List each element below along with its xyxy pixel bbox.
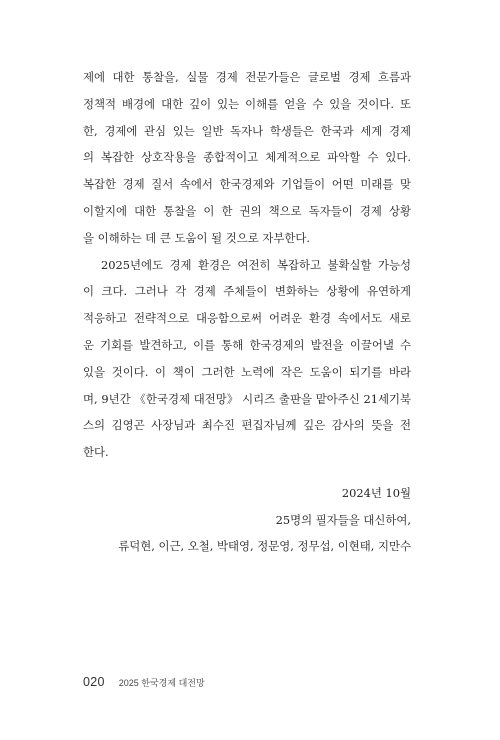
text-line: 정책적 배경에 대한 깊이 있는 이해를 얻을 수 있을 것이다. 또 bbox=[83, 96, 411, 111]
signoff-on-behalf: 25명의 필자들을 대신하여, bbox=[275, 512, 411, 527]
page-footer bbox=[83, 675, 205, 691]
text-line: 스의 김영곤 사장님과 최수진 편집자님께 깊은 감사의 뜻을 전 bbox=[83, 418, 411, 433]
paragraph-1 bbox=[83, 64, 411, 252]
text-line: 운 기회를 발견하고, 이를 통해 한국경제의 발전을 이끌어낼 수 bbox=[83, 337, 411, 352]
body-text bbox=[83, 64, 411, 466]
text-line: 한, 경제에 관심 있는 일반 독자나 학생들은 한국과 세계 경제 bbox=[83, 123, 411, 138]
text-line: 한다. bbox=[83, 445, 109, 460]
text-line: 이할지에 대한 통찰을 이 한 권의 책으로 독자들이 경제 상황 bbox=[83, 203, 411, 218]
text-line: 제에 대한 통찰을, 실물 경제 전문가들은 글로벌 경제 흐름과 bbox=[83, 70, 411, 84]
text-line: 2025년에도 경제 환경은 여전히 복잡하고 불확실할 가능성 bbox=[101, 257, 411, 272]
text-line: 복잡한 경제 질서 속에서 한국경제와 기업들이 어떤 미래를 맞 bbox=[83, 177, 411, 192]
signoff-names: 류덕현, 이근, 오철, 박태영, 정문영, 정무섭, 이현태, 지만수 bbox=[118, 539, 411, 553]
signoff-date: 2024년 10월 bbox=[341, 486, 411, 500]
signoff bbox=[83, 480, 411, 560]
text-line: 적응하고 전략적으로 대응함으로써 어려운 환경 속에서도 새로 bbox=[83, 311, 411, 326]
text-line: 을 이해하는 데 큰 도움이 될 것으로 자부한다. bbox=[83, 230, 311, 245]
page-number: 020 bbox=[83, 675, 105, 689]
text-line: 의 복잡한 상호작용을 종합적이고 체계적으로 파악할 수 있다. bbox=[83, 150, 411, 165]
text-line: 있을 것이다. 이 책이 그러한 노력에 작은 도움이 되기를 바라 bbox=[83, 364, 411, 379]
running-title: 2025 한국경제 대전망 bbox=[118, 678, 205, 688]
paragraph-2 bbox=[83, 252, 411, 466]
text-line: 이 크다. 그러나 각 경제 주체들이 변화하는 상황에 유연하게 bbox=[83, 284, 411, 299]
text-line: 며, 9년간 《한국경제 대전망》 시리즈 출판을 맡아주신 21세기북 bbox=[83, 391, 411, 406]
